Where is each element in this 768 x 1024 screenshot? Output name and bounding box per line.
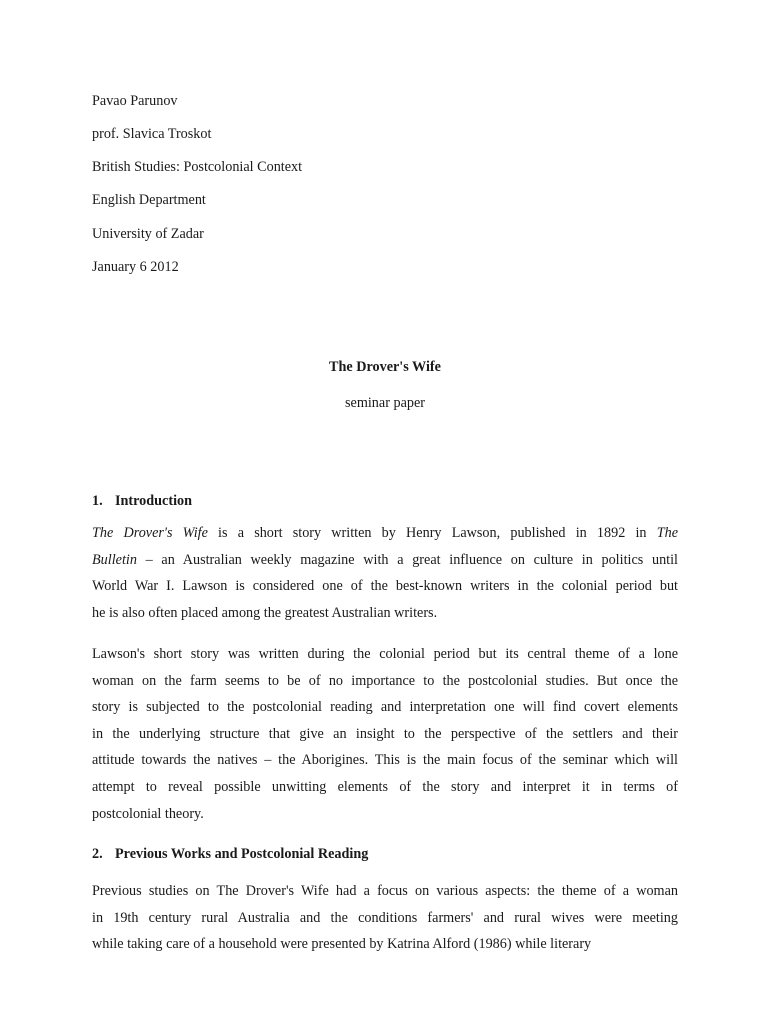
text-line-content: [92, 747, 678, 774]
italic-text: The: [656, 525, 678, 541]
text-run: is a short story written by Henry Lawson, published in 1892 in: [207, 525, 657, 541]
department-name: English Department: [92, 192, 206, 208]
text-line-content: [92, 573, 678, 600]
text-line-content: [92, 905, 678, 932]
text-line: [92, 694, 678, 721]
paper-date: January 6 2012: [92, 259, 179, 275]
text-run: attitude towards the natives – the Aborigines. This is the main focus of the seminar which will: [92, 752, 678, 769]
paragraph-previous-1: [92, 878, 678, 958]
text-line: [92, 600, 678, 627]
section-title: Previous Works and Postcolonial Reading: [115, 846, 369, 862]
section-number: 2.: [92, 846, 103, 862]
text-run: in 19th century rural Australia and the conditions farmers' and rural wives were meeting: [92, 909, 678, 926]
text-run: story is subjected to the postcolonial reading and interpretation one will find covert elements: [92, 699, 678, 716]
text-line: [92, 878, 678, 905]
text-run: postcolonial theory.: [92, 805, 204, 822]
text-line: [92, 573, 678, 600]
professor-name: prof. Slavica Troskot: [92, 126, 212, 142]
text-run: he is also often placed among the greatest Australian writers.: [92, 604, 438, 621]
author-name: Pavao Parunov: [92, 93, 178, 109]
section-title: Introduction: [115, 493, 192, 509]
text-line-content: [92, 600, 678, 627]
university-name: University of Zadar: [92, 226, 204, 242]
italic-text: The Drover's Wife: [92, 525, 208, 541]
section-heading-2: [92, 845, 368, 863]
text-line-content: [92, 774, 678, 801]
text-line: [92, 641, 678, 668]
text-run: World War I. Lawson is considered one of the best-known writers in the colonial period but: [92, 578, 678, 595]
paper-subtitle: seminar paper: [345, 395, 425, 411]
section-heading-1: [92, 492, 192, 510]
text-run: Previous studies on The Drover's Wife had a focus on various aspects: the theme of a woman: [92, 883, 678, 899]
text-line-content: [92, 520, 678, 547]
section-number: 1.: [92, 493, 103, 509]
paragraph-intro-2: [92, 641, 678, 827]
text-line-content: [92, 641, 678, 668]
text-line-content: [92, 721, 678, 748]
text-line: [92, 721, 678, 748]
text-line: [92, 668, 678, 695]
paragraph-intro-1: [92, 520, 678, 626]
text-line: [92, 801, 678, 828]
text-line-content: [92, 694, 678, 721]
italic-text: Bulletin: [92, 551, 137, 568]
text-line-content: [92, 668, 678, 695]
text-run: in the underlying structure that give an insight to the perspective of the settlers and their: [92, 725, 678, 742]
paper-title: The Drover's Wife: [329, 359, 441, 375]
text-run: – an Australian weekly magazine with a great influence on culture in politics until: [136, 551, 678, 568]
text-run: Lawson's short story was written during the colonial period but its central theme of a lone: [92, 646, 678, 662]
text-run: while taking care of a household were presented by Katrina Alford (1986) while literary: [92, 936, 592, 953]
text-line: [92, 747, 678, 774]
text-line: [92, 905, 678, 932]
text-run: woman on the farm seems to be of no importance to the postcolonial studies. But once the: [92, 672, 678, 689]
text-line: [92, 774, 678, 801]
course-name: British Studies: Postcolonial Context: [92, 159, 303, 175]
text-line-content: [92, 878, 678, 905]
text-line-content: [92, 801, 678, 828]
text-line: [92, 547, 678, 574]
text-line: [92, 520, 678, 547]
text-line-content: [92, 931, 678, 958]
text-line-content: [92, 547, 678, 574]
text-run: attempt to reveal possible unwitting elements of the story and interpret it in terms of: [92, 778, 678, 795]
text-line: [92, 931, 678, 958]
